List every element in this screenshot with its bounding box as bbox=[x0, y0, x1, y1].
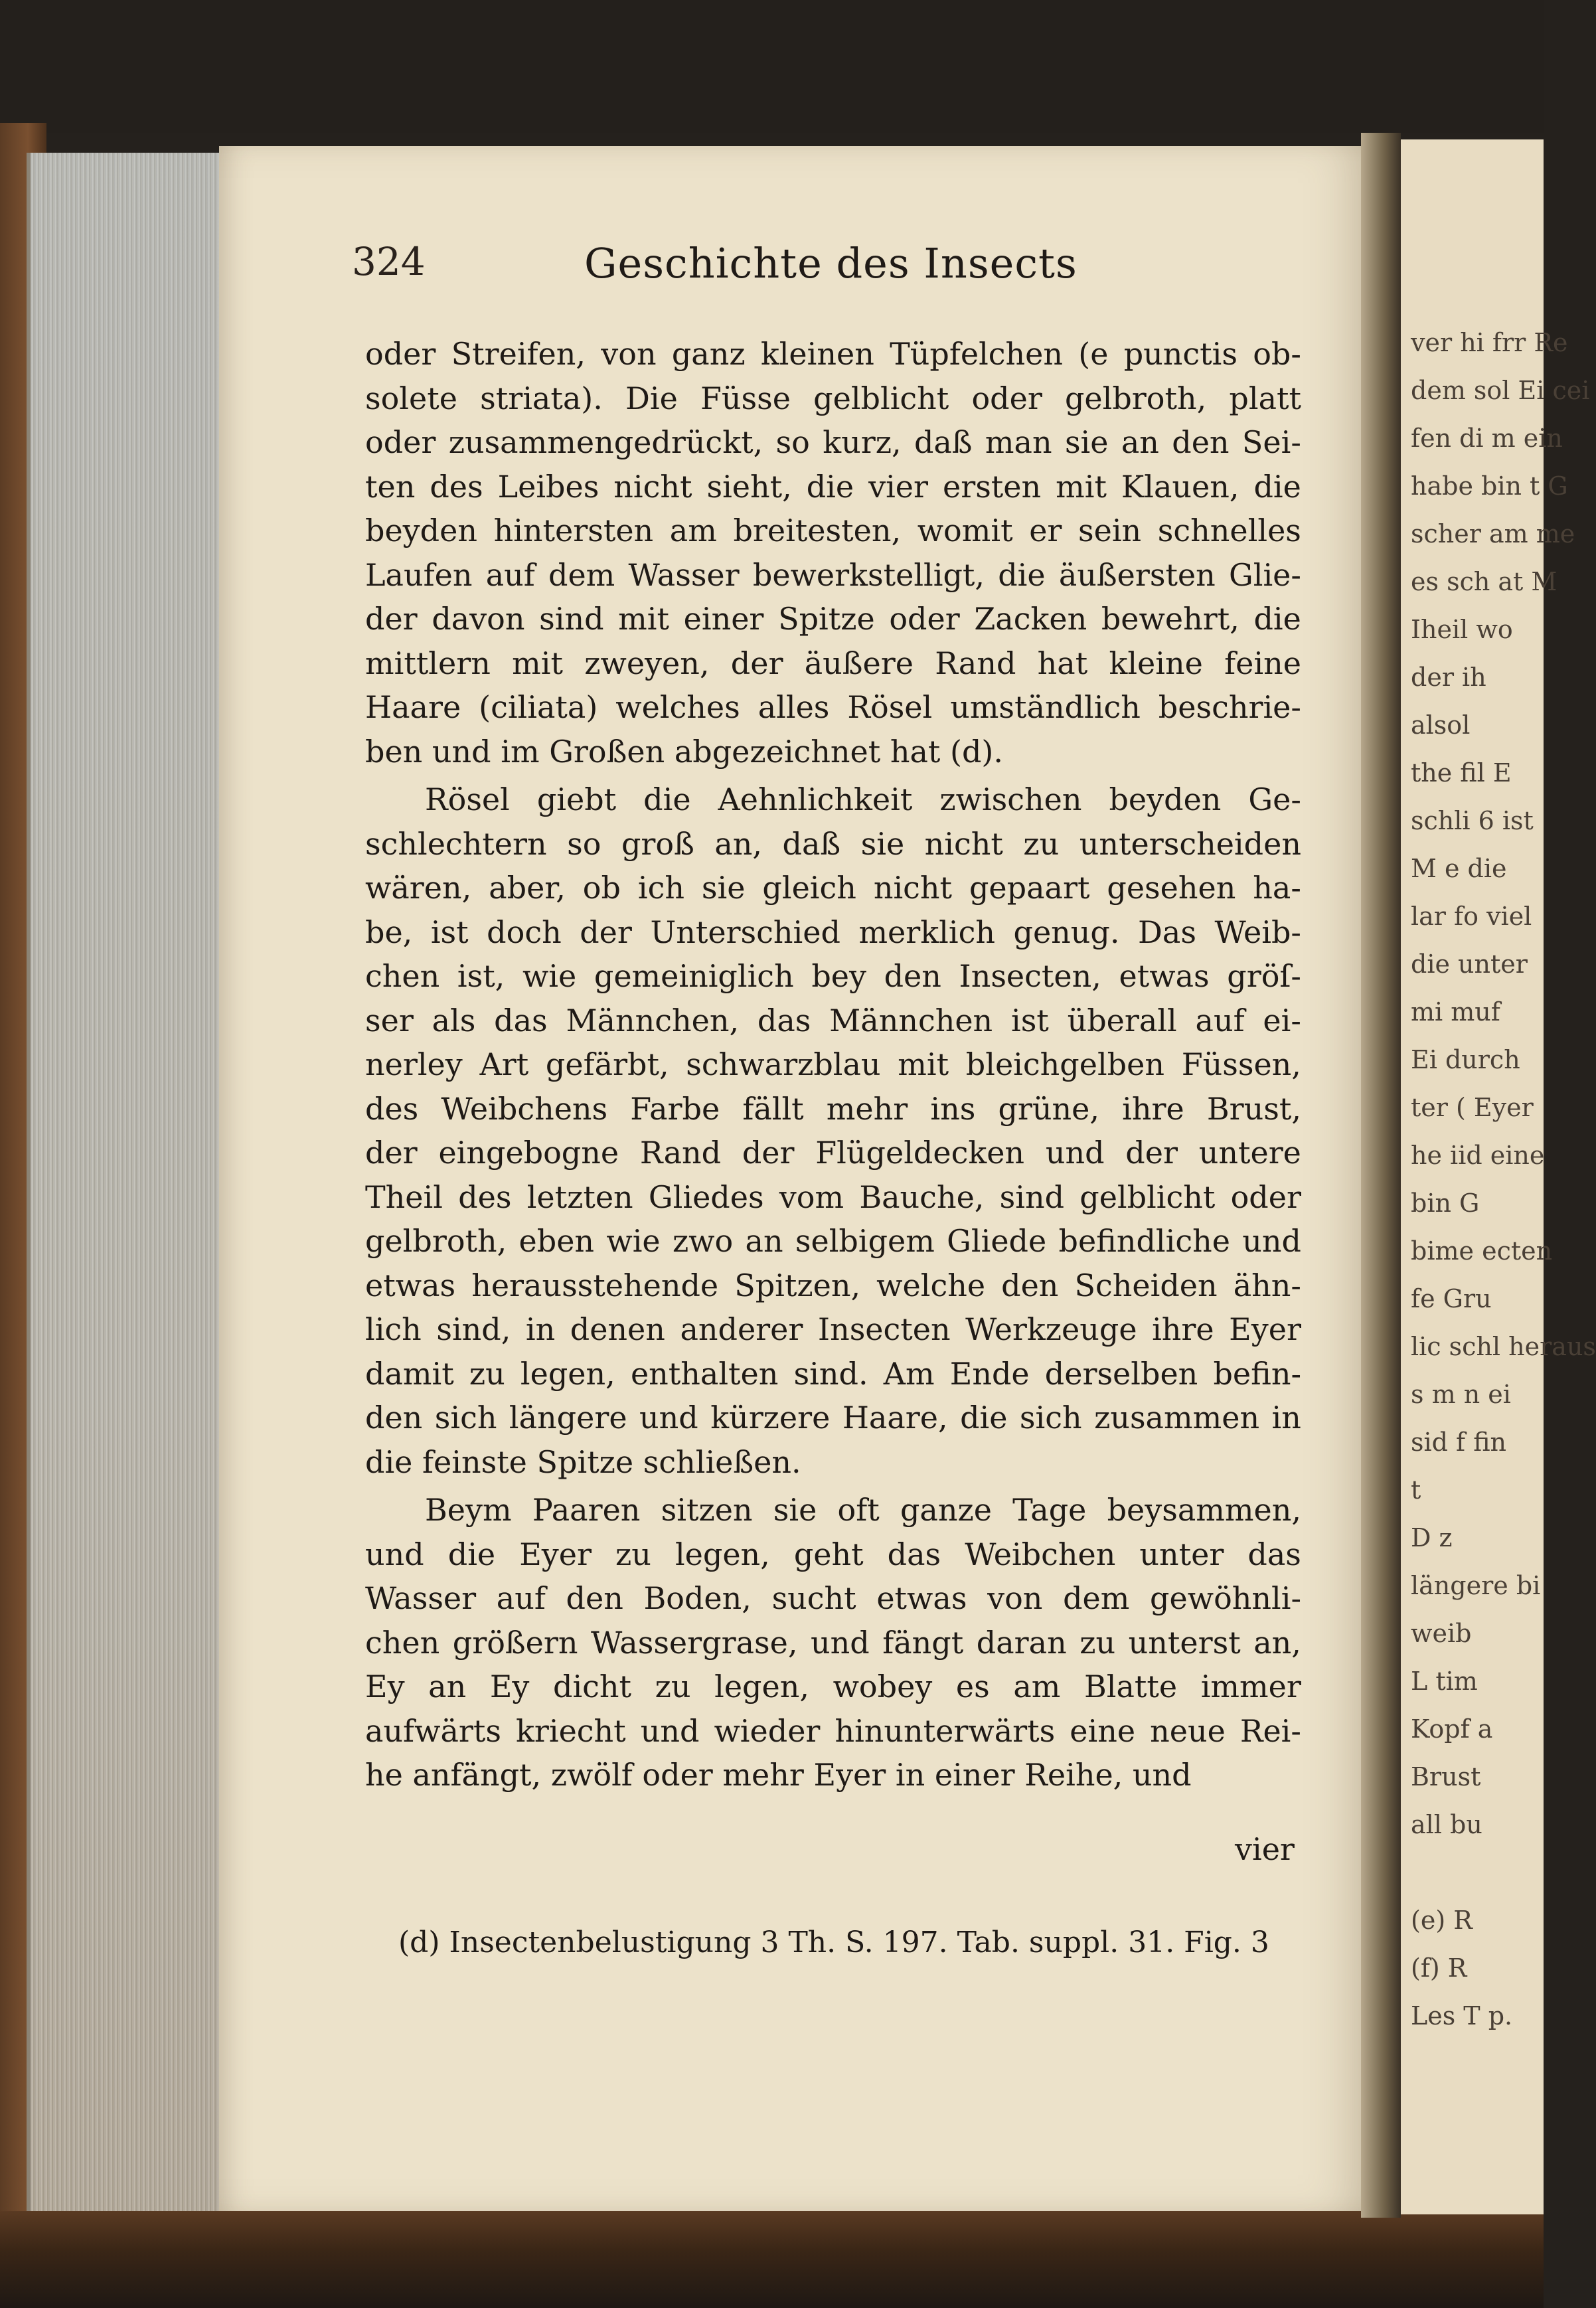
facing-page-line: habe bin t G bbox=[1411, 471, 1568, 501]
text-line: he anfängt, zwölf oder mehr Eyer in einer Reihe, und bbox=[365, 1757, 1192, 1793]
text-line: aufwärts kriecht und wieder hinunterwärts eine neue Rei- bbox=[365, 1712, 1301, 1749]
facing-page-line: M e die bbox=[1411, 854, 1507, 883]
facing-page-line: the fil E bbox=[1411, 758, 1512, 787]
facing-page-line: alsol bbox=[1411, 710, 1471, 740]
facing-page-line: mi muf bbox=[1411, 997, 1500, 1027]
text-line: die feinste Spitze schließen. bbox=[365, 1443, 801, 1480]
facing-page-line: bin G bbox=[1411, 1189, 1480, 1218]
facing-page-line: (f) R bbox=[1411, 1953, 1467, 1983]
text-line: chen größern Wassergrase, und fängt daran zu unterst an, bbox=[365, 1624, 1301, 1661]
paragraph bbox=[365, 332, 1301, 774]
background-top bbox=[0, 0, 1544, 133]
facing-page-line: Brust bbox=[1411, 1762, 1481, 1791]
facing-page-line: Kopf a bbox=[1411, 1714, 1493, 1744]
text-line: be, ist doch der Unterschied merklich genug. Das Weib- bbox=[365, 914, 1301, 950]
text-line: ten des Leibes nicht sieht, die vier ersten mit Klauen, die bbox=[365, 468, 1301, 505]
text-line: oder zusammengedrückt, so kurz, daß man sie an den Sei- bbox=[365, 424, 1301, 460]
text-line: der davon sind mit einer Spitze oder Zacken bewehrt, die bbox=[365, 601, 1301, 637]
facing-page-line: Ei durch bbox=[1411, 1045, 1520, 1074]
facing-page-fragments bbox=[1411, 319, 1596, 2040]
book-gutter bbox=[1361, 133, 1401, 2218]
facing-page-line: dem sol Ei cei bbox=[1411, 376, 1590, 405]
facing-page-line: t bbox=[1411, 1475, 1421, 1505]
text-line: Ey an Ey dicht zu legen, wobey es am Blatte immer bbox=[365, 1669, 1301, 1704]
facing-page-line: weib bbox=[1411, 1619, 1472, 1648]
text-line: mittlern mit zweyen, der äußere Rand hat kleine feine bbox=[365, 645, 1301, 681]
facing-page-line: lic schl heraus bbox=[1411, 1332, 1596, 1361]
body-text bbox=[365, 332, 1301, 1797]
text-line: den sich längere und kürzere Haare, die sich zusammen in bbox=[365, 1400, 1301, 1436]
text-line: wären, aber, ob ich sie gleich nicht gepaart gesehen ha- bbox=[365, 870, 1301, 906]
page-edges-left bbox=[27, 153, 230, 2224]
text-line: solete striata). Die Füsse gelblicht oder gelbroth, platt bbox=[365, 380, 1301, 416]
facing-page-line: s m n ei bbox=[1411, 1380, 1511, 1409]
text-line: Haare (ciliata) welches alles Rösel umständlich beschrie- bbox=[365, 689, 1301, 725]
text-line: Theil des letzten Gliedes vom Bauche, sind gelblicht oder bbox=[365, 1179, 1301, 1215]
text-line: oder Streifen, von ganz kleinen Tüpfelchen (e punctis ob- bbox=[365, 336, 1301, 372]
facing-page-line: Iheil wo bbox=[1411, 615, 1513, 644]
paragraph bbox=[365, 778, 1301, 1484]
facing-page-line: die unter bbox=[1411, 949, 1528, 979]
facing-page-line: lar fo viel bbox=[1411, 902, 1532, 931]
text-line: Wasser auf den Boden, sucht etwas von dem gewöhnli- bbox=[365, 1580, 1301, 1616]
facing-page-line: es sch at M bbox=[1411, 567, 1557, 596]
text-line: schlechtern so groß an, daß sie nicht zu unterscheiden bbox=[365, 825, 1301, 862]
text-line: beyden hintersten am breitesten, womit er sein schnelles bbox=[365, 513, 1301, 548]
facing-page-line: he iid eine bbox=[1411, 1141, 1545, 1170]
text-line: des Weibchens Farbe fällt mehr ins grüne, ihre Brust, bbox=[365, 1090, 1301, 1127]
text-line: Laufen auf dem Wasser bewerkstelligt, die äußersten Glie- bbox=[365, 556, 1301, 593]
text-line: lich sind, in denen anderer Insecten Werkzeuge ihre Eyer bbox=[365, 1311, 1301, 1347]
facing-page-line: schli 6 ist bbox=[1411, 806, 1534, 835]
text-line: Beym Paaren sitzen sie oft ganze Tage beysammen, bbox=[425, 1492, 1301, 1528]
text-line: der eingebogne Rand der Flügeldecken und der untere bbox=[365, 1135, 1301, 1171]
text-line: nerley Art gefärbt, schwarzblau mit bleichgelben Füssen, bbox=[365, 1046, 1301, 1082]
text-line: chen ist, wie gemeiniglich bey den Insecten, etwas gröſ- bbox=[365, 958, 1301, 994]
text-line: Rösel giebt die Aehnlichkeit zwischen beyden Ge- bbox=[425, 782, 1301, 817]
text-line: ben und im Großen abgezeichnet hat (d). bbox=[365, 733, 1003, 770]
facing-page-line bbox=[1411, 1849, 1537, 1896]
facing-page-line: der ih bbox=[1411, 663, 1486, 692]
page-number: 324 bbox=[352, 239, 426, 284]
facing-page-line: D z bbox=[1411, 1523, 1453, 1552]
text-line: und die Eyer zu legen, geht das Weibchen unter das bbox=[365, 1536, 1301, 1572]
facing-page-line: L tim bbox=[1411, 1667, 1478, 1696]
facing-page-line: (e) R bbox=[1411, 1906, 1473, 1935]
catchword: vier bbox=[1235, 1831, 1295, 1867]
text-line: gelbroth, eben wie zwo an selbigem Gliede befindliche und bbox=[365, 1223, 1301, 1259]
footnote: (d) Insectenbelustigung 3 Th. S. 197. Tab. suppl. 31. Fig. 3 bbox=[398, 1926, 1269, 1959]
text-line: damit zu legen, enthalten sind. Am Ende derselben befin- bbox=[365, 1355, 1301, 1392]
facing-page-line: bime ecten bbox=[1411, 1236, 1553, 1266]
text-line: ser als das Männchen, das Männchen ist überall auf ei- bbox=[365, 1002, 1301, 1038]
facing-page-line: längere bi bbox=[1411, 1571, 1541, 1600]
facing-page-line: fen di m ein bbox=[1411, 424, 1563, 453]
facing-page-line: Les T p. bbox=[1411, 2001, 1513, 2030]
book-cover-bottom bbox=[0, 2211, 1544, 2308]
facing-page-line: scher am me bbox=[1411, 519, 1575, 548]
page-title: Geschichte des Insects bbox=[584, 239, 1077, 288]
facing-page-line: fe Gru bbox=[1411, 1284, 1492, 1313]
running-head bbox=[352, 239, 1315, 305]
facing-page-line: sid f fin bbox=[1411, 1428, 1507, 1457]
facing-page-line: ter ( Eyer bbox=[1411, 1093, 1534, 1122]
facing-page-line: ver hi frr Re bbox=[1411, 328, 1568, 357]
paragraph bbox=[365, 1488, 1301, 1797]
facing-page-line: all bu bbox=[1411, 1810, 1482, 1839]
text-line: etwas herausstehende Spitzen, welche den Scheiden ähn- bbox=[365, 1267, 1301, 1303]
